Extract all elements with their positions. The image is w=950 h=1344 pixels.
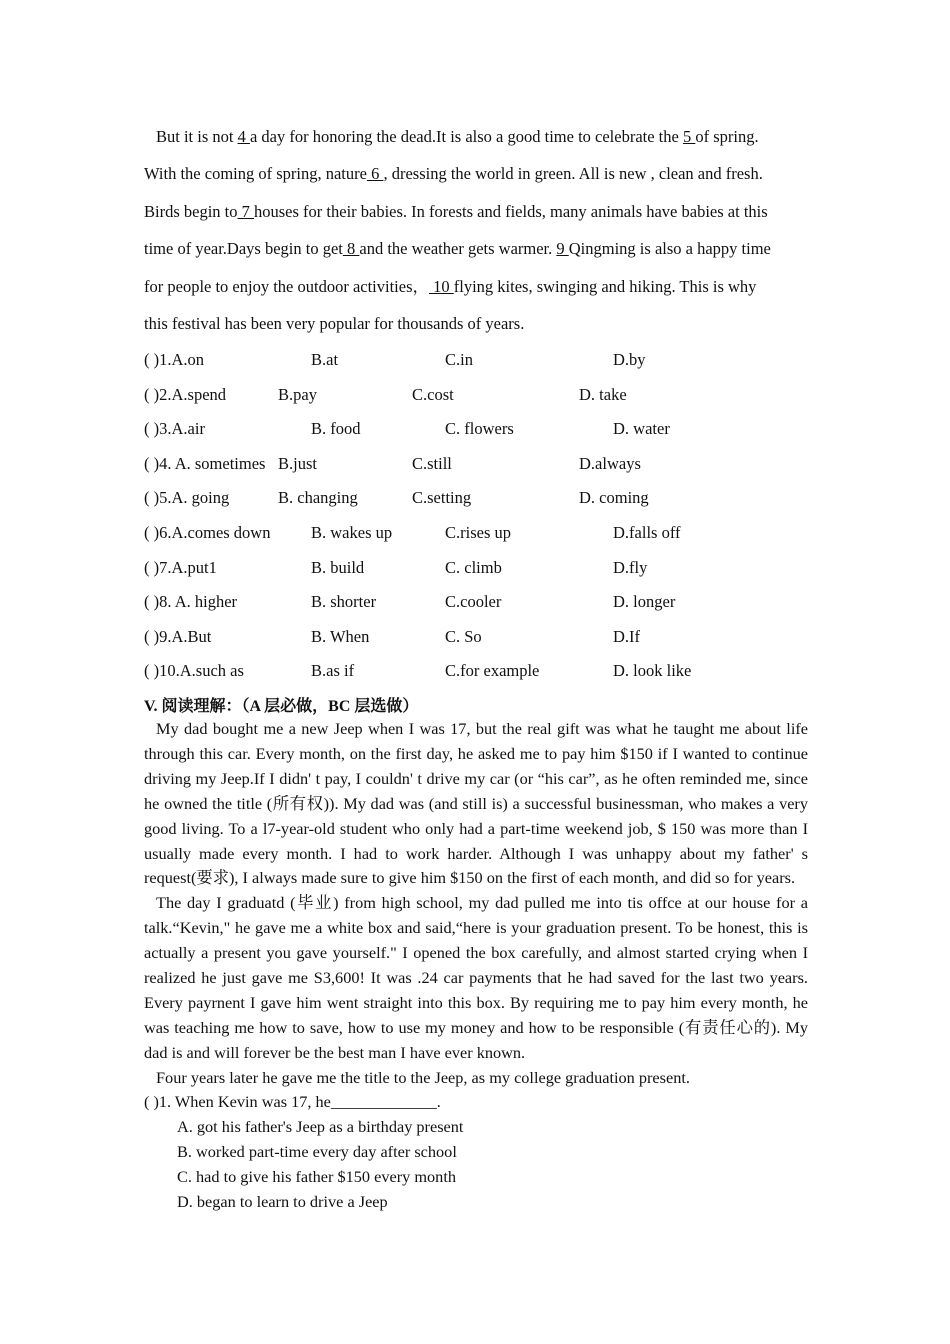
option-a: ( )1.A.on — [144, 350, 205, 369]
passage-text: With the coming of spring, nature — [144, 164, 367, 184]
answer-choice: D. began to learn to drive a Jeep — [177, 1191, 388, 1211]
option-row — [144, 412, 824, 447]
option-d: D. longer — [613, 592, 676, 612]
option-c: C.setting — [412, 488, 472, 508]
option-b: B.as if — [311, 661, 355, 681]
question-stem: ( )1. When Kevin was 17, he_____________. — [144, 1092, 441, 1111]
option-b: B. changing — [278, 488, 358, 508]
blank-9: 9 — [556, 239, 569, 259]
option-row — [144, 551, 824, 586]
passage-line — [144, 118, 814, 155]
passage-text: a day for honoring the dead.It is also a good time to celebrate the — [249, 127, 683, 146]
option-b: B. build — [311, 557, 365, 577]
blank-5: 5 — [682, 127, 696, 146]
blank-8: 8 — [342, 239, 360, 259]
passage-text: But it is not — [156, 127, 238, 146]
cloze-passage — [144, 118, 814, 342]
reading-paragraph: My dad bought me a new Jeep when I was 17, but the real gift was what he taught me about life through this car. Every month, on the first day, he asked me to pay him $150 if I wanted to continue driving my Jeep.If I didn' t pay, I couldn' t drive my car (or “his car”, as he often reminded me, since he owned the title (所有权)). My dad was (and still is) a successful businessman, who makes a very good living. To a l7-year-old student who only had a part-time weekend job, $ 150 was more than I usually made every month. I had to work harder. Although I was unhappy about my father' s request(要求), I always made sure to give him $150 on the first of each month, and did so for years. — [144, 719, 808, 888]
answer-choice: C. had to give his father $150 every month — [177, 1166, 456, 1186]
option-b: B.just — [278, 453, 317, 473]
option-row — [144, 516, 824, 551]
option-a: ( )7.A.put1 — [144, 557, 217, 577]
option-a: ( )8. A. higher — [144, 592, 238, 612]
option-b: B.pay — [278, 384, 317, 404]
passage-text: time of year.Days begin to get — [144, 239, 343, 259]
option-d: D. take — [579, 384, 627, 404]
passage-line — [144, 155, 814, 192]
passage-line — [144, 305, 814, 342]
option-b: B. wakes up — [311, 522, 393, 542]
option-c: C.rises up — [445, 522, 511, 542]
option-d: D. look like — [613, 661, 692, 681]
passage-text: flying kites, swinging and hiking. This is why — [453, 276, 757, 296]
option-b: B. food — [311, 419, 361, 439]
option-a: ( )5.A. going — [144, 488, 230, 508]
option-a: ( )10.A.such as — [144, 661, 244, 681]
passage-text: houses for their babies. In forests and fields, many animals have babies at this — [254, 201, 768, 221]
passage-text: , dressing the world in green. All is new , clean and fresh. — [383, 164, 763, 184]
option-a: ( )4. A. sometimes — [144, 453, 266, 473]
option-d: D.by — [613, 350, 646, 369]
option-row — [144, 620, 824, 655]
option-a: ( )3.A.air — [144, 419, 205, 439]
option-a: ( )2.A.spend — [144, 384, 227, 404]
option-c: C. climb — [445, 557, 502, 577]
option-b: B. shorter — [311, 592, 377, 612]
option-row — [144, 585, 824, 620]
option-row — [144, 447, 824, 482]
cloze-options — [144, 343, 824, 689]
blank-6: 6 — [366, 164, 384, 184]
option-b: B. When — [311, 626, 370, 646]
blank-10: 10 — [429, 276, 454, 296]
option-row — [144, 654, 824, 689]
option-c: C.for example — [445, 661, 540, 681]
option-c: C.cost — [412, 384, 454, 404]
answer-choice: B. worked part-time every day after school — [177, 1141, 457, 1161]
reading-passage — [144, 717, 808, 1091]
option-d: D.falls off — [613, 522, 681, 542]
option-c: C. So — [445, 626, 482, 646]
option-d: D.If — [613, 626, 641, 646]
option-b: B.at — [311, 350, 339, 369]
option-d: D. water — [613, 419, 670, 439]
option-row — [144, 378, 824, 413]
passage-text: Qingming is also a happy time — [568, 239, 771, 259]
reading-paragraph: Four years later he gave me the title to the Jeep, as my college graduation present. — [156, 1067, 690, 1087]
option-d: D. coming — [579, 488, 649, 508]
answer-choice: A. got his father's Jeep as a birthday present — [177, 1116, 464, 1136]
passage-text: and the weather gets warmer. — [359, 239, 557, 259]
passage-text: Birds begin to — [144, 201, 238, 221]
section-title: V. 阅读理解：（A 层必做，BC 层选做） — [144, 698, 419, 715]
passage-line — [144, 230, 814, 267]
option-row — [144, 343, 824, 378]
option-d: D.fly — [613, 557, 648, 577]
option-c: C.still — [412, 453, 452, 473]
option-c: C. flowers — [445, 419, 514, 439]
blank-4: 4 — [237, 127, 250, 146]
option-row — [144, 481, 824, 516]
blank-7: 7 — [237, 201, 254, 221]
passage-line — [144, 268, 814, 305]
option-a: ( )9.A.But — [144, 626, 212, 646]
reading-question — [144, 1090, 463, 1215]
passage-text: this festival has been very popular for thousands of years. — [144, 313, 525, 333]
option-a: ( )6.A.comes down — [144, 522, 271, 542]
passage-text: of spring. — [695, 127, 759, 146]
option-c: C.in — [445, 350, 473, 369]
reading-paragraph: The day I graduatd (毕业) from high school, my dad pulled me into tis offce at our house for a talk.“Kevin," he gave me a white box and said,“here is your graduation present. To be honest, this is actually a present you gave yourself." I opened the box carefully, and almost started crying when I realized he just gave me S3,600! It was .24 car payments that he had saved for the last two years. Every payrnent I gave him went straight into this box. By requiring me to pay him every month, he was teaching me how to save, how to use my money and how to be responsible (有责任心的). My dad is and will forever be the best man I have ever known. — [144, 893, 808, 1062]
passage-line — [144, 193, 814, 230]
option-d: D.always — [579, 453, 641, 473]
passage-text: for people to enjoy the outdoor activities， — [144, 276, 430, 296]
option-c: C.cooler — [445, 592, 502, 612]
